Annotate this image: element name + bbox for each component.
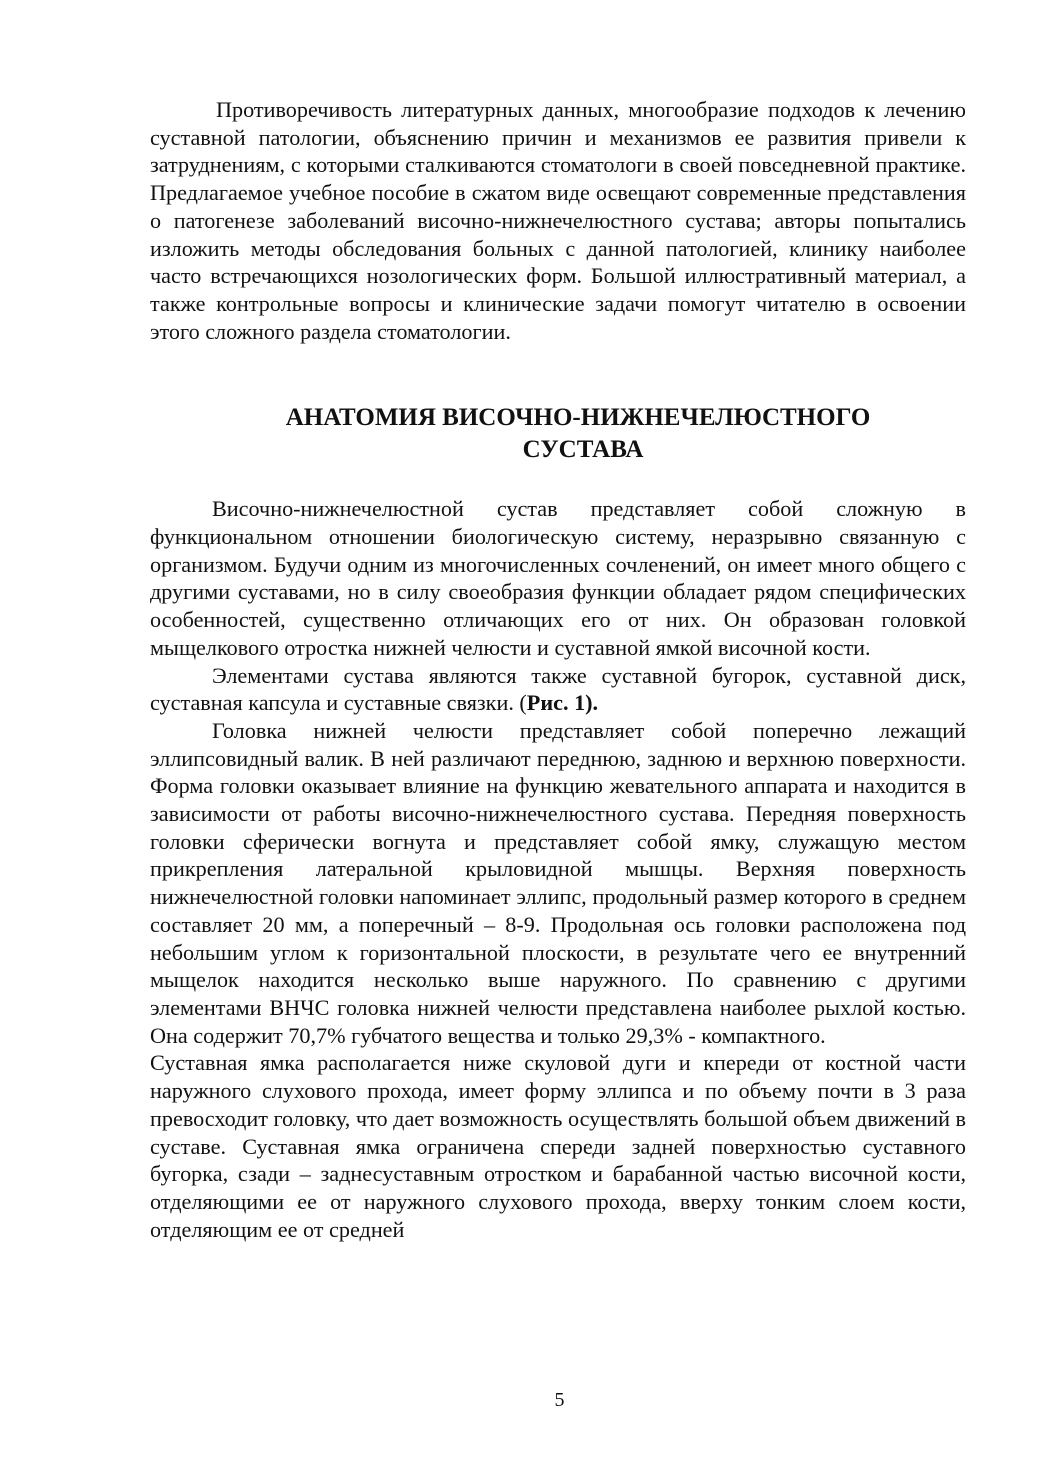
paragraph-joint-elements bbox=[150, 662, 966, 717]
section-heading bbox=[150, 402, 966, 466]
paragraph-joint-elements-text: Элементами сустава являются также суставной бугорок, суставной диск, суставная капсула и суставные связки. ( bbox=[150, 662, 966, 716]
figure-reference: Рис. 1). bbox=[526, 690, 599, 716]
heading-line-2: СУСТАВА bbox=[522, 436, 644, 464]
paragraph-joint-overview: Височно-нижнечелюстной сустав представляет собой сложную в функциональном отношении биологическую систему, неразрывно связанную с организмом. Будучи одним из многочисленных сочленений, он имеет много общего с другими суставами, но в силу своеобразия функции обладает рядом специфических особенностей, существенно отличающих его от них. Он образован головкой мыщелкового отростка нижней челюсти и суставной ямкой височной кости. bbox=[150, 496, 966, 660]
paragraph-mandible-head: Головка нижней челюсти представляет собой поперечно лежащий эллипсовидный валик. В ней различают переднюю, заднюю и верхнюю поверхности. Форма головки оказывает влияние на функцию жевательного аппарата и находится в зависимости от работы височно-нижнечелюстного сустава. Передняя поверхность головки сферически вогнута и представляет собой ямку, служащую местом прикрепления латеральной крыловидной мышцы. Верхняя поверхность нижнечелюстной головки напоминает эллипс, продольный размер которого в среднем составляет 20 мм, а поперечный – 8-9. Продольная ось головки расположена под небольшим углом к горизонтальной плоскости, в результате чего ее внутренний мыщелок находится несколько выше наружного. По сравнению с другими элементами ВНЧС головка нижней челюсти представлена наиболее рыхлой костью. Она содержит 70,7% губчатого вещества и только 29,3% - компактного. bbox=[150, 717, 966, 1048]
page-number: 5 bbox=[554, 1389, 565, 1411]
intro-paragraph: Противоречивость литературных данных, многообразие подходов к лечению суставной патологии, объяснению причин и механизмов ее развития привели к затруднениям, с которыми сталкиваются стоматологи в своей повседневной практике. Предлагаемое учебное пособие в сжатом виде освещают современные представления о патогенезе заболеваний височно-нижнечелюстного сустава; авторы попытались изложить методы обследования больных с данной патологией, клинику наиболее часто встречающихся нозологических форм. Большой иллюстративный материал, а также контрольные вопросы и клинические задачи помогут читателю в освоении этого сложного раздела стоматологии. bbox=[150, 97, 966, 344]
page-body bbox=[150, 96, 966, 1243]
heading-line-1: АНАТОМИЯ ВИСОЧНО-НИЖНЕЧЕЛЮСТНОГО bbox=[285, 404, 871, 432]
paragraph-articular-fossa: Суставная ямка располагается ниже скуловой дуги и кпереди от костной части наружного слухового прохода, имеет форму эллипса и по объему почти в 3 раза превосходит головку, что дает возможность осуществлять большой объем движений в суставе. Суставная ямка ограничена спереди задней поверхностью суставного бугорка, сзади – заднесуставным отростком и барабанной частью височной кости, отделяющими ее от наружного слухового прохода, вверху тонким слоем кости, отделяющим ее от средней bbox=[150, 1050, 966, 1242]
